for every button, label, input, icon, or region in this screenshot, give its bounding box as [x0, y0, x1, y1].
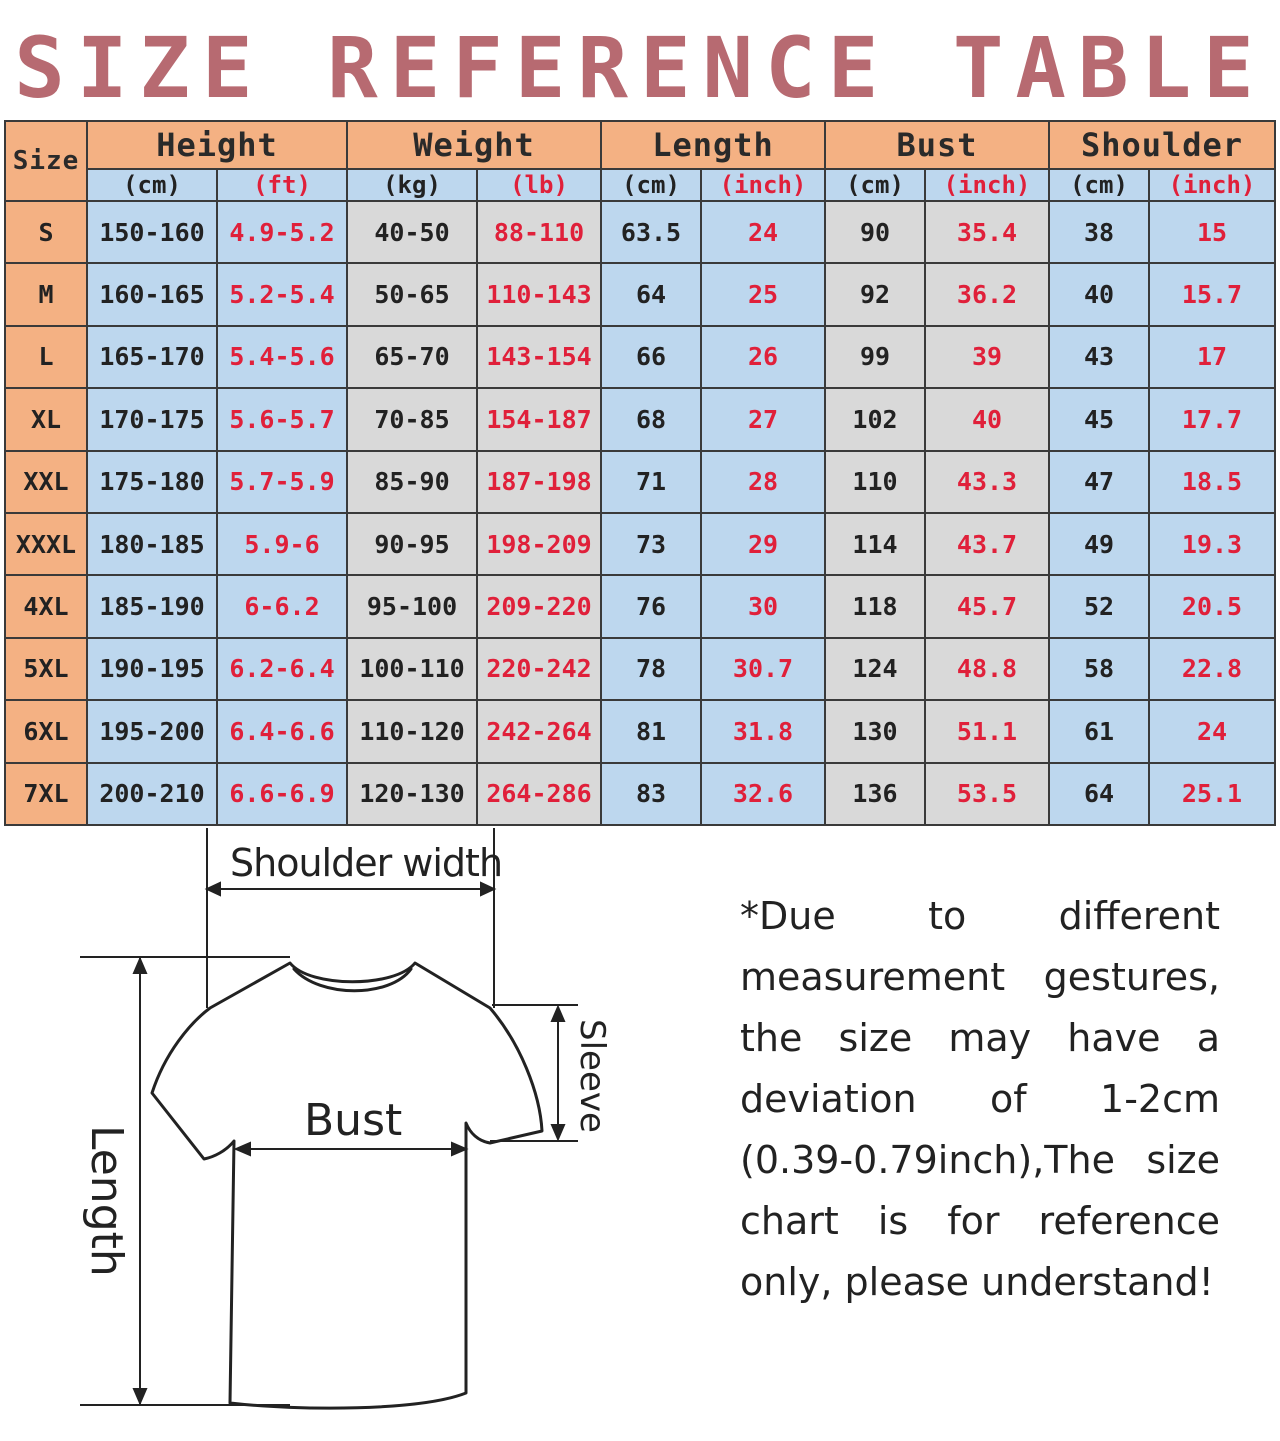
table-row: [5, 513, 1275, 575]
unit-header: (inch): [1149, 169, 1275, 201]
table-cell: 30.7: [701, 638, 825, 700]
table-cell: 264-286: [477, 763, 601, 825]
length-label: Length: [81, 1125, 132, 1277]
table-cell: 143-154: [477, 326, 601, 388]
table-cell: 48.8: [925, 638, 1049, 700]
table-cell: 6.6-6.9: [217, 763, 347, 825]
table-cell: 73: [601, 513, 701, 575]
table-cell: 22.8: [1149, 638, 1275, 700]
table-cell: 29: [701, 513, 825, 575]
table-cell: 165-170: [87, 326, 217, 388]
table-cell: 64: [1049, 763, 1149, 825]
table-cell: 150-160: [87, 201, 217, 263]
table-cell: 4.9-5.2: [217, 201, 347, 263]
table-cell: 32.6: [701, 763, 825, 825]
table-cell: 20.5: [1149, 575, 1275, 637]
table-cell: 63.5: [601, 201, 701, 263]
table-cell: 40: [925, 388, 1049, 450]
table-cell: 88-110: [477, 201, 601, 263]
bust-label: Bust: [304, 1095, 403, 1146]
table-cell: 5.4-5.6: [217, 326, 347, 388]
table-cell: 5.9-6: [217, 513, 347, 575]
size-cell: L: [5, 326, 87, 388]
table-cell: 24: [701, 201, 825, 263]
table-row: [5, 575, 1275, 637]
table-cell: 65-70: [347, 326, 477, 388]
table-row: [5, 326, 1275, 388]
size-cell: S: [5, 201, 87, 263]
table-cell: 18.5: [1149, 451, 1275, 513]
unit-header: (inch): [701, 169, 825, 201]
table-row: [5, 451, 1275, 513]
table-cell: 66: [601, 326, 701, 388]
table-cell: 5.2-5.4: [217, 263, 347, 325]
table-cell: 19.3: [1149, 513, 1275, 575]
table-cell: 53.5: [925, 763, 1049, 825]
unit-header: (kg): [347, 169, 477, 201]
table-cell: 220-242: [477, 638, 601, 700]
table-cell: 76: [601, 575, 701, 637]
table-cell: 118: [825, 575, 925, 637]
size-cell: 5XL: [5, 638, 87, 700]
table-cell: 47: [1049, 451, 1149, 513]
table-cell: 52: [1049, 575, 1149, 637]
unit-header: (cm): [601, 169, 701, 201]
size-cell: XXXL: [5, 513, 87, 575]
table-cell: 6.2-6.4: [217, 638, 347, 700]
table-cell: 195-200: [87, 700, 217, 762]
table-cell: 100-110: [347, 638, 477, 700]
table-row: [5, 388, 1275, 450]
size-cell: XL: [5, 388, 87, 450]
table-cell: 40-50: [347, 201, 477, 263]
table-cell: 5.6-5.7: [217, 388, 347, 450]
size-reference-table: [4, 120, 1276, 826]
table-cell: 180-185: [87, 513, 217, 575]
size-cell: XXL: [5, 451, 87, 513]
table-cell: 45: [1049, 388, 1149, 450]
table-cell: 187-198: [477, 451, 601, 513]
size-table-body: [5, 201, 1275, 825]
table-cell: 83: [601, 763, 701, 825]
table-cell: 50-65: [347, 263, 477, 325]
table-cell: 114: [825, 513, 925, 575]
table-cell: 26: [701, 326, 825, 388]
table-cell: 25.1: [1149, 763, 1275, 825]
table-cell: 39: [925, 326, 1049, 388]
table-row: [5, 638, 1275, 700]
unit-header: (inch): [925, 169, 1049, 201]
tshirt-diagram: [0, 823, 720, 1441]
unit-header: (cm): [1049, 169, 1149, 201]
table-cell: 78: [601, 638, 701, 700]
size-deviation-note: [740, 886, 1220, 1313]
table-cell: 43.3: [925, 451, 1049, 513]
table-cell: 190-195: [87, 638, 217, 700]
table-cell: 68: [601, 388, 701, 450]
table-cell: 35.4: [925, 201, 1049, 263]
table-cell: 61: [1049, 700, 1149, 762]
table-cell: 120-130: [347, 763, 477, 825]
group-header-length: Length: [601, 121, 825, 169]
table-cell: 90: [825, 201, 925, 263]
shoulder-width-label: Shoulder width: [230, 841, 503, 885]
table-cell: 30: [701, 575, 825, 637]
table-row: [5, 201, 1275, 263]
table-cell: 6.4-6.6: [217, 700, 347, 762]
table-cell: 6-6.2: [217, 575, 347, 637]
table-cell: 175-180: [87, 451, 217, 513]
table-cell: 45.7: [925, 575, 1049, 637]
table-cell: 110-120: [347, 700, 477, 762]
unit-header: (cm): [825, 169, 925, 201]
table-cell: 71: [601, 451, 701, 513]
table-cell: 70-85: [347, 388, 477, 450]
table-cell: 81: [601, 700, 701, 762]
unit-header: (cm): [87, 169, 217, 201]
table-cell: 28: [701, 451, 825, 513]
page-title: SIZE REFERENCE TABLE: [14, 19, 1266, 117]
table-cell: 170-175: [87, 388, 217, 450]
table-cell: 95-100: [347, 575, 477, 637]
table-cell: 15.7: [1149, 263, 1275, 325]
table-cell: 5.7-5.9: [217, 451, 347, 513]
table-cell: 36.2: [925, 263, 1049, 325]
table-cell: 51.1: [925, 700, 1049, 762]
table-cell: 209-220: [477, 575, 601, 637]
table-row: [5, 700, 1275, 762]
table-cell: 40: [1049, 263, 1149, 325]
table-cell: 130: [825, 700, 925, 762]
size-cell: M: [5, 263, 87, 325]
table-cell: 110-143: [477, 263, 601, 325]
table-cell: 160-165: [87, 263, 217, 325]
size-cell: 6XL: [5, 700, 87, 762]
table-cell: 43.7: [925, 513, 1049, 575]
table-cell: 24: [1149, 700, 1275, 762]
table-cell: 43: [1049, 326, 1149, 388]
table-cell: 49: [1049, 513, 1149, 575]
table-cell: 64: [601, 263, 701, 325]
table-cell: 25: [701, 263, 825, 325]
group-header-bust: Bust: [825, 121, 1049, 169]
table-cell: 31.8: [701, 700, 825, 762]
table-cell: 85-90: [347, 451, 477, 513]
table-cell: 38: [1049, 201, 1149, 263]
group-header-weight: Weight: [347, 121, 601, 169]
table-cell: 15: [1149, 201, 1275, 263]
table-cell: 185-190: [87, 575, 217, 637]
table-cell: 200-210: [87, 763, 217, 825]
group-header-height: Height: [87, 121, 347, 169]
table-cell: 198-209: [477, 513, 601, 575]
table-cell: 17.7: [1149, 388, 1275, 450]
size-cell: 7XL: [5, 763, 87, 825]
group-header-shoulder: Shoulder: [1049, 121, 1275, 169]
table-cell: 154-187: [477, 388, 601, 450]
table-cell: 27: [701, 388, 825, 450]
size-cell: 4XL: [5, 575, 87, 637]
table-cell: 99: [825, 326, 925, 388]
table-cell: 242-264: [477, 700, 601, 762]
note-text: *Due to different measurement gestures, the size may have a deviation of 1-2cm (0.39-0.79inch),The size chart is for reference only, please understand!: [740, 894, 1220, 1304]
table-cell: 17: [1149, 326, 1275, 388]
table-cell: 102: [825, 388, 925, 450]
table-cell: 124: [825, 638, 925, 700]
sleeve-label: Sleeve: [572, 1019, 612, 1133]
table-row: [5, 263, 1275, 325]
table-cell: 90-95: [347, 513, 477, 575]
table-cell: 92: [825, 263, 925, 325]
size-column-header: Size: [5, 121, 87, 201]
table-cell: 136: [825, 763, 925, 825]
unit-header: (ft): [217, 169, 347, 201]
table-cell: 110: [825, 451, 925, 513]
table-cell: 58: [1049, 638, 1149, 700]
table-row: [5, 763, 1275, 825]
unit-header: (lb): [477, 169, 601, 201]
